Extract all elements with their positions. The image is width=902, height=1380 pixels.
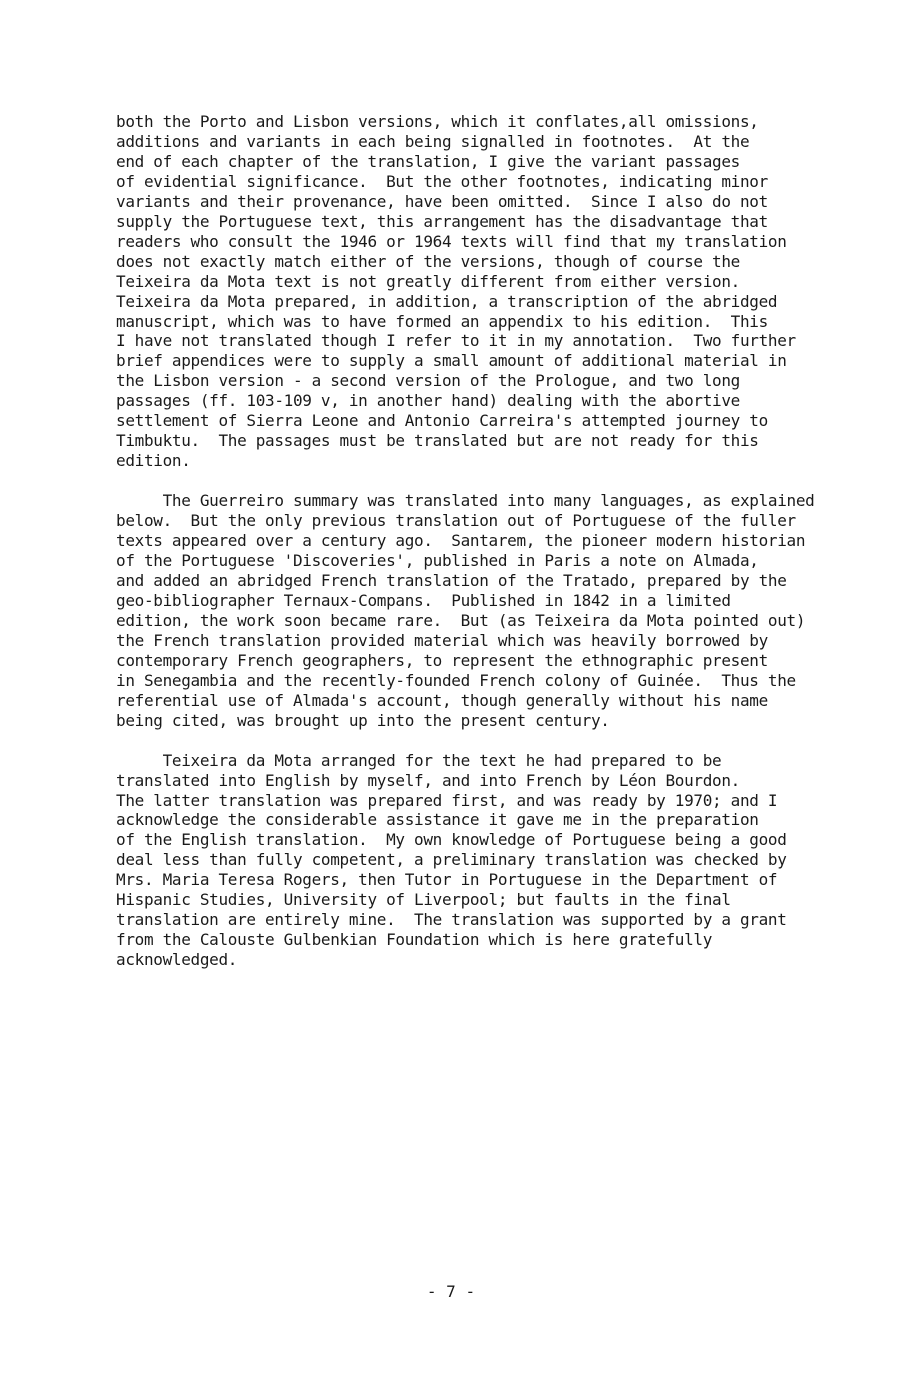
paragraph-gap [116,471,886,491]
text-line: acknowledge the considerable assistance it gave me in the preparation [116,810,759,830]
text-line: passages (ff. 103-109 v, in another hand) dealing with the abortive [116,391,740,411]
text-line: of the Portuguese 'Discoveries', published in Paris a note on Almada, [116,551,759,571]
text-line: The latter translation was prepared first, and was ready by 1970; and I [116,790,778,810]
text-line: contemporary French geographers, to represent the ethnographic present [116,650,768,670]
text-line: variants and their provenance, have been omitted. Since I also do not [116,191,768,211]
text-line: does not exactly match either of the versions, though of course the [116,251,740,271]
paragraph-2 [116,491,886,730]
text-line: deal less than fully competent, a preliminary translation was checked by [116,850,787,870]
text-line: supply the Portuguese text, this arrangement has the disadvantage that [116,211,768,231]
text-line: and added an abridged French translation of the Tratado, prepared by the [116,570,787,590]
text-line: translation are entirely mine. The translation was supported by a grant [116,910,787,930]
text-line: Mrs. Maria Teresa Rogers, then Tutor in Portuguese in the Department of [116,870,778,890]
text-line: both the Porto and Lisbon versions, which it conflates,all omissions, [116,112,759,131]
page-number: - 7 - [426,1282,476,1301]
text-line: end of each chapter of the translation, I give the variant passages [116,151,740,171]
text-line: additions and variants in each being signalled in footnotes. At the [116,131,750,151]
text-line: brief appendices were to supply a small amount of additional material in [116,351,787,371]
text-line: below. But the only previous translation out of Portuguese of the fuller [116,511,796,531]
text-line: Teixeira da Mota arranged for the text he had prepared to be [116,750,722,770]
text-line: translated into English by myself, and into French by Léon Bourdon. [116,770,740,790]
text-line: acknowledged. [116,950,238,970]
text-line: being cited, was brought up into the present century. [116,710,610,730]
text-line: the French translation provided material which was heavily borrowed by [116,630,768,650]
text-line: referential use of Almada's account, though generally without his name [116,690,768,710]
text-line: the Lisbon version - a second version of the Prologue, and two long [116,371,740,391]
text-line: in Senegambia and the recently-founded French colony of Guinée. Thus the [116,670,796,690]
paragraph-gap [116,731,886,751]
text-line: Hispanic Studies, University of Liverpool; but faults in the final [116,890,731,910]
text-line: readers who consult the 1946 or 1964 texts will find that my translation [116,231,787,251]
text-line: geo-bibliographer Ternaux-Compans. Published in 1842 in a limited [116,590,731,610]
text-line: from the Calouste Gulbenkian Foundation which is here gratefully [116,930,713,950]
paragraph-3 [116,751,886,970]
text-line: settlement of Sierra Leone and Antonio Carreira's attempted journey to [116,411,768,431]
text-line: Teixeira da Mota text is not greatly different from either version. [116,271,740,291]
text-line: Timbuktu. The passages must be translated but are not ready for this [116,431,759,451]
paragraph-1 [116,112,886,471]
text-line: of the English translation. My own knowledge of Portuguese being a good [116,830,787,850]
body-text [116,112,886,970]
text-line: manuscript, which was to have formed an appendix to his edition. This [116,311,768,331]
text-line: Teixeira da Mota prepared, in addition, a transcription of the abridged [116,291,778,311]
text-line: texts appeared over a century ago. Santarem, the pioneer modern historian [116,531,806,551]
text-line: I have not translated though I refer to it in my annotation. Two further [116,331,796,351]
text-line: of evidential significance. But the other footnotes, indicating minor [116,171,768,191]
text-line: edition, the work soon became rare. But (as Teixeira da Mota pointed out) [116,610,806,630]
text-line: edition. [116,451,191,471]
text-line: The Guerreiro summary was translated into many languages, as explained [116,491,815,511]
